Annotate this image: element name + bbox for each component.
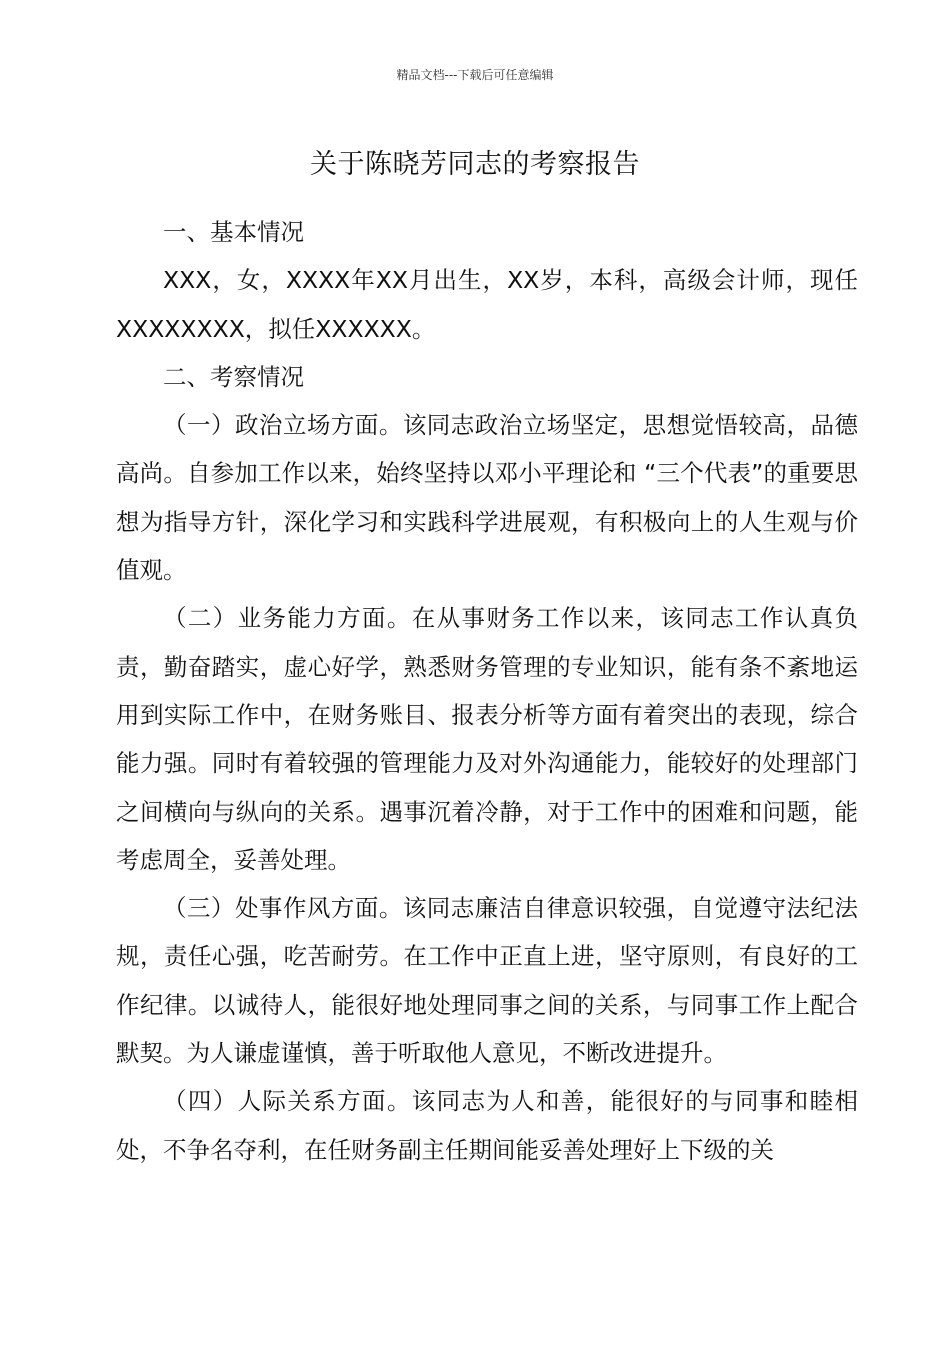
section-heading-basic: 一、基本情况	[163, 218, 304, 246]
paragraph-business: （二）业务能力方面。在从事财务工作以来，该同志工作认真负责，勤奋踏实，虚心好学，熟悉财务管理的专业知识，能有条不紊地运用到实际工作中，在财务账目、报表分析等方面有着突出的表现，综合能力强。同时有着较强的管理能力及对外沟通能力，能较好的处理部门之间横向与纵向的关系。遇事沉着冷静，对于工作中的困难和问题，能考虑周全，妥善处理。	[116, 604, 858, 874]
section-heading-inspection: 二、考察情况	[163, 362, 304, 391]
document-body	[116, 208, 858, 1174]
paragraph-conduct: （三）处事作风方面。该同志廉洁自律意识较强，自觉遵守法纪法规，责任心强，吃苦耐劳。在工作中正直上进，坚守原则，有良好的工作纪律。以诚待人，能很好地处理同事之间的关系，与同事工作上配合默契。为人谦虚谨慎，善于听取他人意见，不断改进提升。	[116, 894, 858, 1068]
header-note: 精品文档---下载后可任意编辑	[396, 68, 554, 82]
paragraph-relations: （四）人际关系方面。该同志为人和善，能很好的与同事和睦相处，不争名夺利，在任财务副主任期间能妥善处理好上下级的关	[116, 1087, 858, 1164]
page-title: 关于陈晓芳同志的考察报告	[310, 149, 640, 180]
paragraph-political: （一）政治立场方面。该同志政治立场坚定，思想觉悟较高，品德高尚。自参加工作以来，始终坚持以邓小平理论和 “三个代表”的重要思想为指导方针，深化学习和实践科学进展观，有积极向上的人生观与价值观。	[116, 411, 858, 585]
paragraph-basic-info: XXX，女，XXXX年XX月出生，XX岁，本科，高级会计师，现任XXXXXXXX，拟任XXXXXX。	[116, 266, 858, 343]
